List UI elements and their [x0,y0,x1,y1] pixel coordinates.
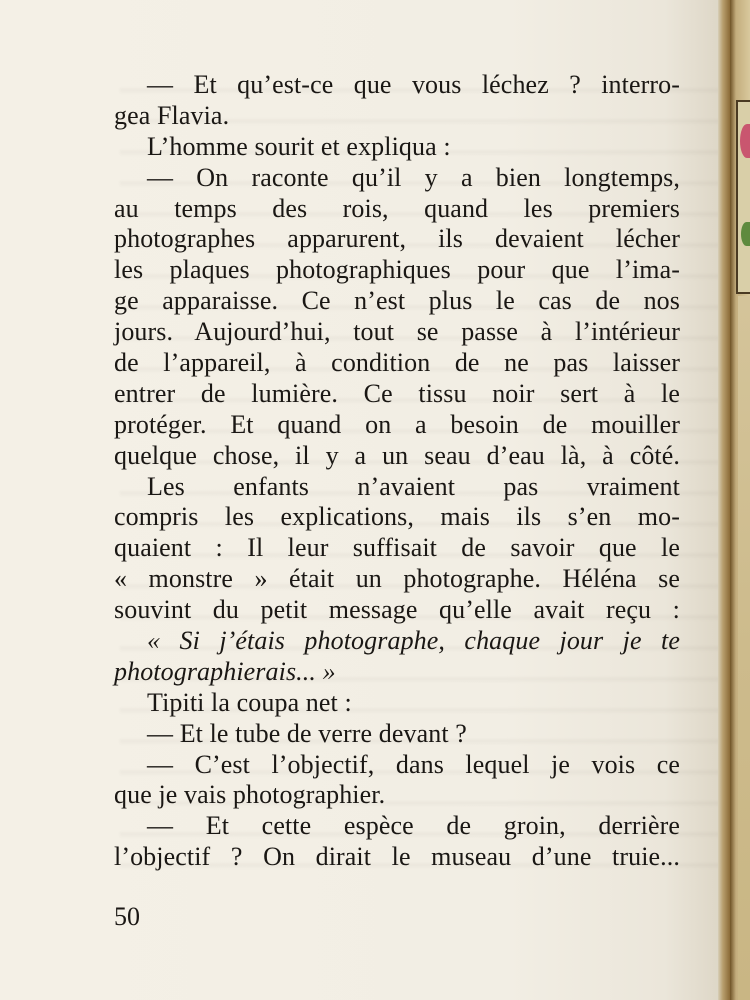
text-line: — Et cette espèce de groin, derrière [147,811,680,841]
text-line: Tipiti la coupa net : [147,687,352,717]
text-line: l’objectif ? On dirait le museau d’une truie... [114,842,680,872]
text-line: photographes apparurent, ils devaient lécher [114,224,680,254]
illustration-edge [736,100,750,294]
text-line: au temps des rois, quand les premiers [114,193,680,223]
text-line: compris les explications, mais ils s’en mo- [114,502,680,532]
text-line: souvint du petit message qu’elle avait reçu : [114,595,680,625]
text-line: que je vais photographier. [114,780,386,810]
page-number: 50 [114,902,140,931]
text-line: les plaques photographiques pour que l’ima- [114,255,680,285]
text-line: Les enfants n’avaient pas vraiment [147,471,680,501]
text-line: quaient : Il leur suffisait de savoir que le [114,533,680,563]
text-line: protéger. Et quand on a besoin de mouiller [114,409,680,439]
text-line: quelque chose, il y a un seau d’eau là, à côté. [114,440,680,470]
text-line: gea Flavia. [114,100,230,130]
text-line: — C’est l’objectif, dans lequel je vois ce [147,749,680,779]
leaf-illustration-fragment [741,222,750,246]
book-gutter [718,0,730,1000]
text-line: — On raconte qu’il y a bien longtemps, [147,162,680,192]
page-text-block [114,70,680,873]
text-line: — Et le tube de verre devant ? [147,718,467,748]
illustration-edge-lower [738,296,750,1000]
text-line: — Et qu’est-ce que vous léchez ? interro- [147,70,680,99]
text-line: de l’appareil, à condition de ne pas laisser [114,348,680,378]
text-line: ge apparaisse. Ce n’est plus le cas de nos [114,286,680,316]
flower-illustration-fragment [740,124,750,158]
text-line: L’homme sourit et expliqua : [147,131,451,161]
text-line: « monstre » était un photographe. Héléna se [114,564,680,594]
text-line-italic: photographierais... » [114,656,336,686]
text-line-italic: « Si j’étais photographe, chaque jour je te [147,626,680,656]
text-line: entrer de lumière. Ce tissu noir sert à le [114,378,680,408]
text-line: jours. Aujourd’hui, tout se passe à l’intérieur [114,317,680,347]
